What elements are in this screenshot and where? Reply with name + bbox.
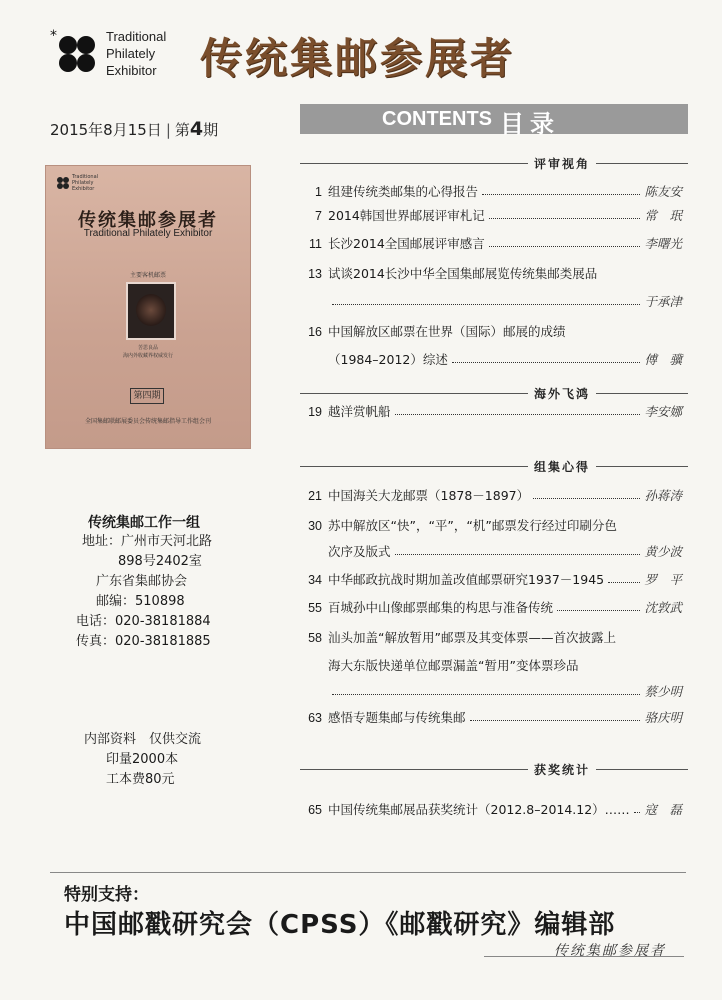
note-line: 工本费80元 xyxy=(106,772,175,787)
toc-page-number: 7 xyxy=(315,209,322,223)
toc-page-number: 55 xyxy=(308,601,322,615)
toc-page-number: 30 xyxy=(308,519,322,533)
cover-logo-line: Exhibitor xyxy=(72,186,95,192)
toc-title: 中国解放区邮票在世界（国际）邮展的成绩 xyxy=(328,324,566,339)
toc-entry[interactable] xyxy=(300,628,688,648)
toc-page-number: 19 xyxy=(308,405,322,419)
toc-title: 次序及版式 xyxy=(328,544,391,559)
toc-entry[interactable] xyxy=(300,800,688,820)
svg-text:*: * xyxy=(50,28,57,44)
cover-issue-badge: 第四期 xyxy=(130,388,164,404)
toc-title: 中国传统集邮展品获奖统计（2012.8–2014.12）…… xyxy=(328,802,630,817)
toc-author: 傅 骥 xyxy=(644,352,682,367)
support-organization: 中国邮戳研究会（CPSS）《邮戳研究》编辑部 xyxy=(64,910,616,940)
toc-author: 寇 磊 xyxy=(644,802,682,817)
toc-title: 感悟专题集邮与传统集邮 xyxy=(328,710,466,725)
toc-author: 常 珉 xyxy=(644,208,682,223)
logo-line: Philately xyxy=(106,46,156,61)
toc-entry[interactable] xyxy=(300,182,688,202)
issue-number: 4 xyxy=(189,118,204,140)
cover-logo-icon xyxy=(56,176,70,190)
support-label: 特别支持： xyxy=(64,885,149,905)
toc-entry[interactable] xyxy=(300,350,688,370)
toc-author: 罗 平 xyxy=(644,572,682,587)
toc-entry[interactable] xyxy=(300,516,688,536)
toc-leader-dots xyxy=(489,246,640,247)
toc-title: 长沙2014全国邮展评审感言 xyxy=(328,236,485,251)
toc-author: 陈友安 xyxy=(644,184,682,199)
logo-line: Exhibitor xyxy=(106,63,157,78)
toc-leader-dots xyxy=(332,304,640,305)
contents-header-bar xyxy=(300,104,688,134)
issue-line: 2015年8月15日 | 第4期 xyxy=(50,118,219,140)
cover-logo-line: Traditional xyxy=(72,174,99,180)
toc-entry[interactable] xyxy=(300,598,688,618)
cover-title-en: Traditional Philately Exhibitor xyxy=(83,228,213,239)
toc-leader-dots xyxy=(557,610,640,611)
toc-page-number: 21 xyxy=(308,489,322,503)
toc-title: 苏中解放区“快”，“平”，“机”邮票发行经过印刷分色 xyxy=(328,518,617,533)
cover-stamp-image xyxy=(126,282,176,340)
toc-leader-dots xyxy=(452,362,640,363)
toc-leader-dots xyxy=(533,498,640,499)
section-rule xyxy=(300,769,688,770)
toc-page-number: 65 xyxy=(308,803,322,817)
toc-entry[interactable] xyxy=(300,322,688,342)
note-line: 内部资料 仅供交流 xyxy=(84,732,202,747)
toc-page-number: 16 xyxy=(308,325,322,339)
toc-title: 中国海关大龙邮票（1878－1897） xyxy=(328,488,530,503)
toc-entry[interactable] xyxy=(300,542,688,562)
issue-suffix: 期 xyxy=(203,121,219,139)
note-line: 印量2000本 xyxy=(106,752,179,767)
cover-subtitle: 主要客机邮票 xyxy=(129,272,166,279)
cover-note-line: 海内外收藏界权威发行 xyxy=(122,353,173,359)
contents-label-zh: 目录 xyxy=(500,110,560,138)
toc-leader-dots xyxy=(395,554,640,555)
address-line: 898号2402室 xyxy=(118,554,202,569)
toc-page-number: 13 xyxy=(308,267,322,281)
toc-entry[interactable] xyxy=(300,264,688,284)
four-circle-logo-icon xyxy=(48,28,102,80)
toc-title: 越洋赏帆船 xyxy=(328,404,391,419)
stamp-vignette xyxy=(136,294,166,326)
cover-thumbnail xyxy=(46,166,250,448)
cover-title: 传统集邮参展者 xyxy=(78,210,218,231)
toc-page-number: 63 xyxy=(308,711,322,725)
toc-title: 海大东版快递单位邮票漏盖“暂用”变体票珍品 xyxy=(328,658,579,673)
toc-title: 试谈2014长沙中华全国集邮展览传统集邮类展品 xyxy=(328,266,598,281)
toc-leader-dots xyxy=(470,720,640,721)
toc-leader-dots xyxy=(482,194,640,195)
toc-leader-dots xyxy=(489,218,640,219)
toc-leader-dots xyxy=(395,414,640,415)
logo-wordmark xyxy=(106,28,166,79)
cover-footer: 全国集邮联邮展委员会传统集邮指导工作组会刊 xyxy=(84,418,211,425)
toc-author: 孙蒋涛 xyxy=(644,488,682,503)
toc-title: 2014韩国世界邮展评审札记 xyxy=(328,208,485,223)
toc-leader-dots xyxy=(608,582,640,583)
fax-line: 传真：020-38181885 xyxy=(76,634,211,649)
cover-logo-text xyxy=(72,174,98,192)
toc-author: 李曙光 xyxy=(644,236,682,251)
toc-entry[interactable] xyxy=(300,292,688,312)
issue-prefix: 第 xyxy=(174,121,190,139)
toc-author: 蔡少明 xyxy=(644,684,682,699)
toc-entry[interactable] xyxy=(300,682,688,702)
cover-note-line: 苦思良品 xyxy=(137,345,158,351)
contents-label-en: CONTENTS xyxy=(382,108,492,130)
toc-author: 于承津 xyxy=(644,294,682,309)
toc-author: 黄少波 xyxy=(644,544,682,559)
toc-title: 汕头加盖“解放暂用”邮票及其变体票——首次披露上 xyxy=(328,630,616,645)
toc-entry[interactable] xyxy=(300,234,688,254)
toc-author: 李安娜 xyxy=(644,404,682,419)
cover-logo-line: Philately xyxy=(72,180,94,186)
section-rule xyxy=(300,163,688,164)
phone-line: 电话：020-38181884 xyxy=(76,614,211,629)
toc-leader-dots xyxy=(634,812,640,813)
address-line: 地址：广州市天河北路 xyxy=(82,534,213,549)
toc-author: 骆庆明 xyxy=(644,710,682,725)
handwritten-signature: 传统集邮参展者 xyxy=(554,943,666,959)
logo-line: Traditional xyxy=(106,29,167,44)
cover-note xyxy=(46,344,250,360)
organization-line: 广东省集邮协会 xyxy=(96,574,188,589)
section-label: 海外飞鸿 xyxy=(528,385,596,402)
toc-entry[interactable] xyxy=(300,206,688,226)
toc-page-number: 11 xyxy=(309,237,322,251)
toc-entry[interactable] xyxy=(300,486,688,506)
section-rule xyxy=(300,466,688,467)
toc-entry[interactable] xyxy=(300,708,688,728)
section-label: 组集心得 xyxy=(528,458,596,475)
section-rule xyxy=(300,393,688,394)
toc-entry[interactable] xyxy=(300,570,688,590)
issue-date: 2015年8月15日 xyxy=(50,121,162,139)
toc-page-number: 1 xyxy=(315,185,322,199)
toc-entry[interactable] xyxy=(300,656,688,676)
postcode-line: 邮编：510898 xyxy=(96,594,185,609)
toc-leader-dots xyxy=(332,694,640,695)
toc-title: 百城孙中山像邮票邮集的构思与准备传统 xyxy=(328,600,554,615)
toc-author: 沈敦武 xyxy=(644,600,682,615)
masthead-title: 传统集邮参展者 xyxy=(200,34,516,83)
publisher-name: 传统集邮工作一组 xyxy=(88,515,200,531)
toc-entry[interactable] xyxy=(300,402,688,422)
bottom-divider xyxy=(50,872,686,873)
section-label: 获奖统计 xyxy=(528,761,596,778)
section-label: 评审视角 xyxy=(528,155,596,172)
toc-title: 组建传统类邮集的心得报告 xyxy=(328,184,479,199)
toc-page-number: 34 xyxy=(308,573,322,587)
toc-page-number: 58 xyxy=(308,631,322,645)
toc-title: 中华邮政抗战时期加盖改值邮票研究1937－1945 xyxy=(328,572,605,587)
toc-title: （1984–2012）综述 xyxy=(328,352,448,367)
